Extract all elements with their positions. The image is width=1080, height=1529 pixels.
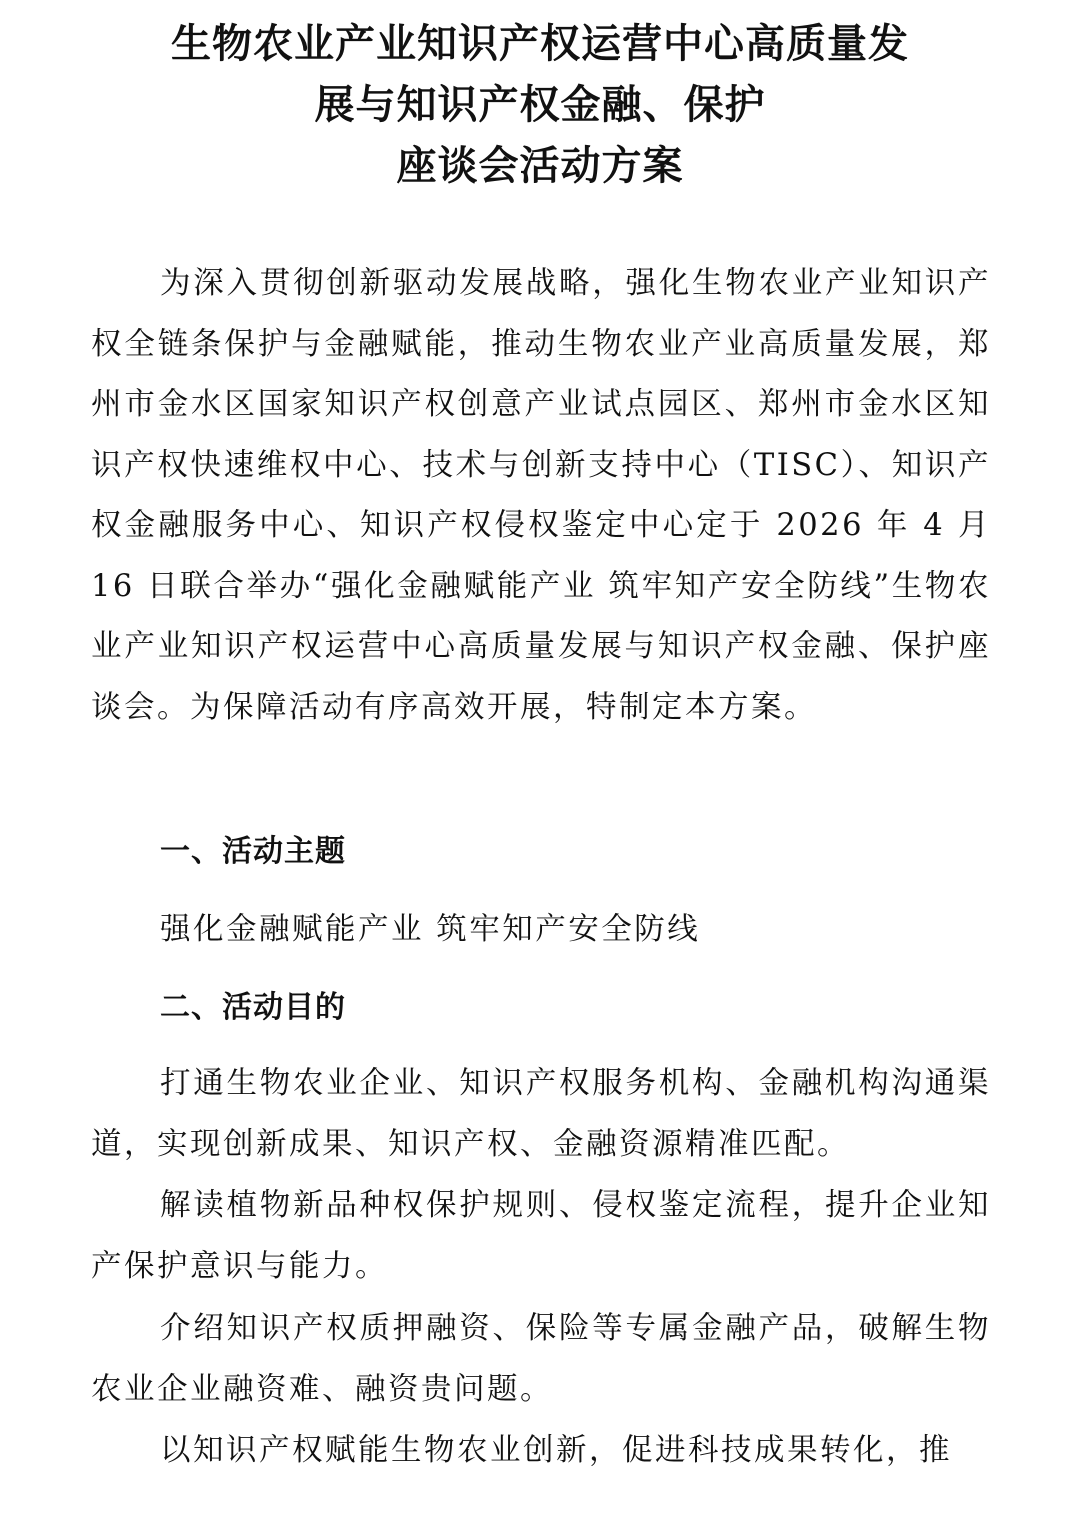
theme-text: 强化金融赋能产业 筑牢知产安全防线 xyxy=(160,912,701,947)
purpose-paragraph: 解读植物新品种权保护规则、侵权鉴定流程，提升企业知产保护意识与能力。 xyxy=(91,1188,991,1284)
title-line: 座谈会活动方案 xyxy=(396,143,684,189)
intro-paragraph: 为深入贯彻创新驱动发展战略，强化生物农业产业知识产权全链条保护与金融赋能，推动生物农业产业高质量发展，郑州市金水区国家知识产权创意产业试点园区、郑州市金水区知识产权快速维权中心、技术与创新支持中心（TISC）、知识产权金融服务中心、知识产权侵权鉴定中心定于 2026 年 4 月 16 日联合举办“强化金融赋能产业 筑牢知产安全防线”生物农业产业知识产权运营中心高质量发展与知识产权金融、保护座谈会。为保障活动有序高效开展，特制定本方案。 xyxy=(91,266,991,725)
section-heading-purpose: 二、活动目的 xyxy=(160,990,346,1025)
purpose-paragraph: 介绍知识产权质押融资、保险等专属金融产品，破解生物农业企业融资难、融资贵问题。 xyxy=(91,1311,991,1407)
purpose-paragraph: 打通生物农业企业、知识产权服务机构、金融机构沟通渠道，实现创新成果、知识产权、金融资源精准匹配。 xyxy=(91,1066,991,1162)
purpose-paragraph: 以知识产权赋能生物农业创新，促进科技成果转化，推 xyxy=(160,1433,952,1468)
title-line: 展与知识产权金融、保护 xyxy=(314,82,766,128)
section-heading-theme: 一、活动主题 xyxy=(160,834,346,869)
title-line: 生物农业产业知识产权运营中心高质量发 xyxy=(171,21,909,67)
document-title xyxy=(60,14,1020,197)
